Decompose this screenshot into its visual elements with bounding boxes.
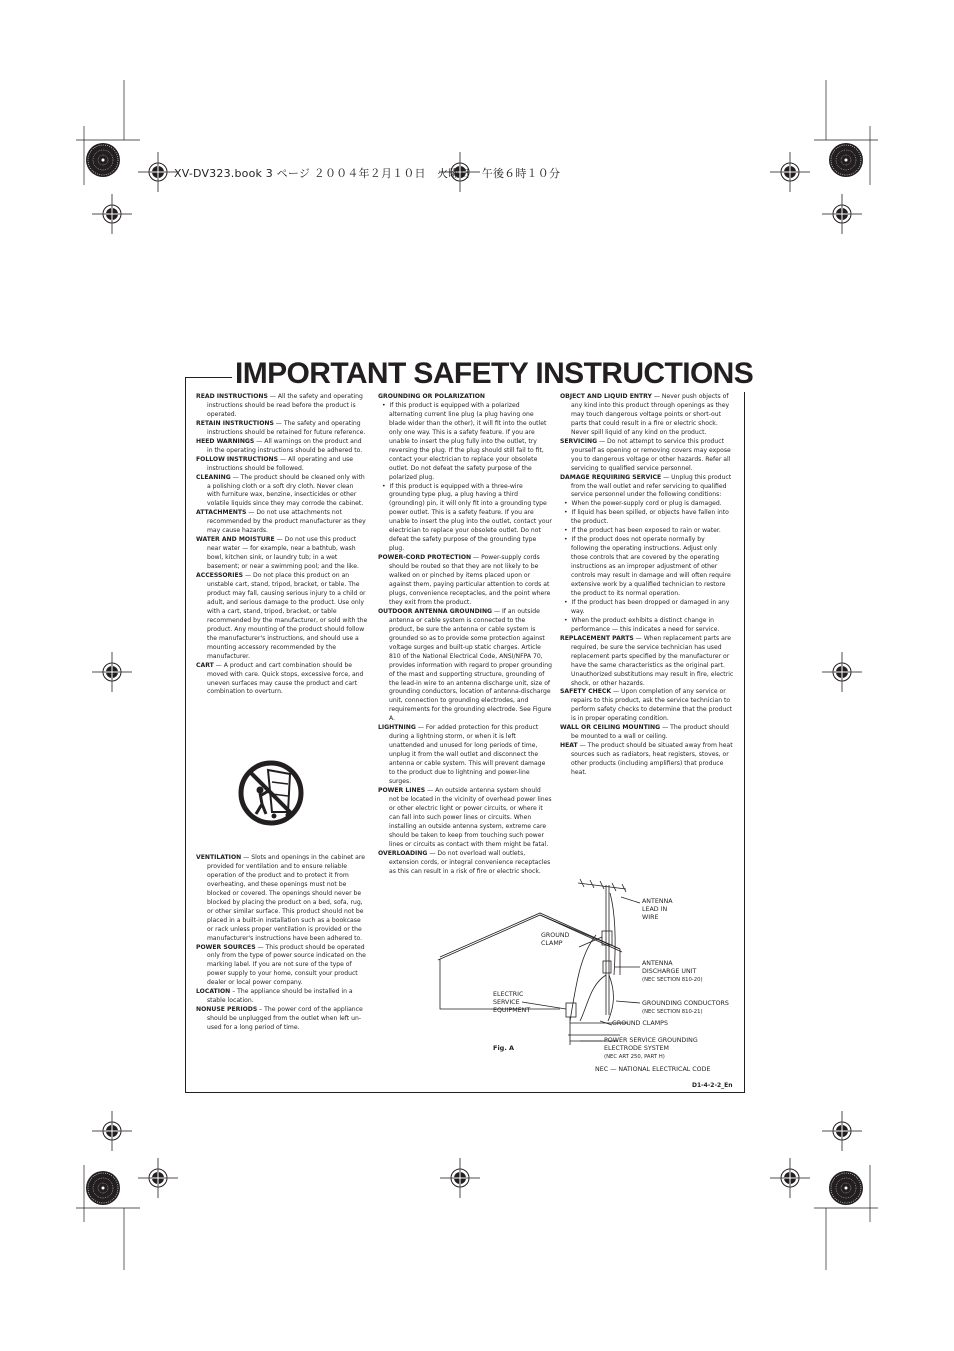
label-antenna-lead-in: ANTENNA LEAD IN WIRE [642, 898, 673, 921]
list-item: ACCESSORIES — Do not place this product on an unstable cart, stand, tripod, bracket, or table. The product may fall, causing serious injury to a child or adult, and serious damage to the product. Use only with a cart, stand, tripod, bracket, or table recommended by the manufacturer, or sold with the product. Any mounting of the product should follow the manufacturer's instructions, and should use a mounting accessory recommended by the manufacturer. [196, 572, 368, 660]
list-item: SAFETY CHECK — Upon completion of any service or repairs to this product, ask the service technician to perform safety checks to determine that the product is in proper operating condition. [560, 688, 733, 723]
list-item: REPLACEMENT PARTS — When replacement parts are required, be sure the service technician has used replacement parts specified by the manufacturer or have the same characteristics as the original part. Unauthorized substitutions may result in fire, electric shock, or other hazards. [560, 634, 734, 687]
list-item: FOLLOW INSTRUCTIONS — All operating and use instructions should be followed. [196, 455, 354, 472]
bullet-item: • If this product is equipped with a polarized alternating current line plug (a plug having one blade wider than the other), it will fit into the outlet only one way. This is a safety feature. If you are unable to insert the plug fully into the outlet, try reversing the plug. If the plug should still fail to fit, contact your electrician to replace your obsolete outlet. Do not defeat the safety purpose of the polarized plug. [382, 401, 547, 481]
cart-warning-icon [238, 760, 304, 826]
bullet-item: • If the product does not operate normally by following the operating instructions. Adjust only those controls that are covered by the operating instructions as an improper adjustment of other controls may result in damage and will often require extensive work by a qualified technician to restore the product to its normal operation. [564, 536, 731, 597]
list-item: POWER-CORD PROTECTION — Power-supply cords should be routed so that they are not likely to be walked on or pinched by items placed upon or against them, paying particular attention to cords at plugs, convenience receptacles, and the point where they exit from the product. [378, 554, 551, 606]
label-antenna-discharge: ANTENNA DISCHARGE UNIT (NEC SECTION 810-20) [642, 960, 703, 983]
column-1-bottom [196, 854, 368, 1033]
list-item: OBJECT AND LIQUID ENTRY — Never push objects of any kind into this product through openings as they may touch dangerous voltage points or short-out parts that could result in a fire or electric shock. Never spill liquid of any kind on the product. [560, 393, 730, 436]
list-item: POWER LINES — An outside antenna system should not be located in the vicinity of overhead power lines or other electric light or power circuits, or where it can fall into such power lines or circuits. When installing an outside antenna system, extreme care should be taken to keep from touching such power lines or circuits as contact with them might be fatal. [378, 786, 552, 848]
label-electric-service: ELECTRIC SERVICE EQUIPMENT [493, 991, 531, 1014]
label-ground-clamp: GROUND CLAMP [541, 932, 570, 947]
list-item: WATER AND MOISTURE — Do not use this product near water — for example, near a bathtub, wash bowl, kitchen sink, or laundry tub; in a wet basement; or near a swimming pool; and the like. [196, 536, 359, 571]
list-item: HEAT — The product should be situated away from heat sources such as radiators, heat registers, stoves, or other products (including amplifiers) that produce heat. [560, 742, 733, 777]
list-item: LIGHTNING — For added protection for this product during a lightning storm, or when it is left unattended and unused for long periods of time, unplug it from the wall outlet and disconnect the antenna or cable system. This will prevent damage to the product due to lightning and power-line surges. [378, 724, 546, 785]
list-item: WALL OR CEILING MOUNTING — The product should be mounted to a wall or ceiling. [560, 724, 729, 741]
list-item: HEED WARNINGS — All warnings on the product and in the operating instructions should be adhered to. [196, 437, 363, 454]
list-item: ATTACHMENTS — Do not use attachments not recommended by the product manufacturer as they may cause hazards. [196, 509, 366, 535]
bullet-item: • If this product is equipped with a three-wire grounding type plug, a plug having a third (grounding) pin, it will only fit into a grounding type power outlet. This is a safety feature. If you are unable to insert the plug into the outlet, contact your electrician to replace your obsolete outlet. Do not defeat the safety purpose of the grounding type plug. [382, 482, 552, 553]
bullet-item: • When the product exhibits a distinct change in performance — this indicates a need for service. [564, 616, 720, 633]
list-item: NONUSE PERIODS – The power cord of the appliance should be unplugged from the outlet when left un-used for a long period of time. [196, 1006, 363, 1032]
list-item: CART — A product and cart combination should be moved with care. Quick stops, excessive force, and uneven surfaces may cause the product and cart combination to overturn. [196, 661, 364, 696]
file-header: XV-DV323.book 3 ページ ２００４年２月１０日 火曜日 午後６時１０分 [174, 167, 561, 180]
label-nec: NEC — NATIONAL ELECTRICAL CODE [595, 1066, 711, 1073]
list-item: CLEANING — The product should be cleaned only with a polishing cloth or a soft dry cloth. Never clean with furniture wax, benzine, insecticides or other volatile liquids since they may corrode the cabinet. [196, 473, 365, 508]
bullet-item: • If the product has been exposed to rain or water. [564, 527, 721, 535]
label-grounding-conductors: GROUNDING CONDUCTORS (NEC SECTION 810-21) [642, 1000, 729, 1015]
list-item: READ INSTRUCTIONS — All the safety and operating instructions should be read before the product is operated. [196, 393, 363, 418]
label-ground-clamps: GROUND CLAMPS [612, 1020, 668, 1027]
list-item: LOCATION – The appliance should be installed in a stable location. [196, 988, 353, 1005]
column-3 [560, 393, 734, 778]
label-electrode-system: POWER SERVICE GROUNDING ELECTRODE SYSTEM (NEC ART 250, PART H) [604, 1037, 698, 1060]
column-1 [196, 393, 368, 697]
list-item: SERVICING — Do not attempt to service this product yourself as opening or removing covers may expose you to dangerous voltage or other hazards. Refer all servicing to qualified service personnel. [560, 437, 731, 472]
page-title: IMPORTANT SAFETY INSTRUCTIONS [232, 356, 756, 392]
list-item: RETAIN INSTRUCTIONS — The safety and operating instructions should be retained for future reference. [196, 419, 366, 436]
bullet-item: • If the product has been dropped or damaged in any way. [564, 598, 730, 615]
document-code: D1-4-2-2_En [692, 1082, 733, 1089]
bullet-item: • If liquid has been spilled, or objects have fallen into the product. [564, 509, 729, 526]
list-item: OVERLOADING — Do not overload wall outlets, extension cords, or integral convenience receptacles as this can result in a risk of fire or electric shock. [378, 849, 551, 875]
list-item: DAMAGE REQUIRING SERVICE — Unplug this product from the wall outlet and refer servicing to qualified service personnel under the following conditions: [560, 473, 732, 499]
bullet-item: • When the power-supply cord or plug is damaged. [564, 500, 722, 508]
list-item: GROUNDING OR POLARIZATION [378, 393, 486, 400]
list-item: POWER SOURCES — This product should be operated only from the type of power source indicated on the marking label. If you are not sure of the type of power supply to your home, consult your product dealer or local power company. [196, 943, 366, 987]
list-item: VENTILATION — Slots and openings in the cabinet are provided for ventilation and to ensure reliable operation of the product and to protect it from overheating, and these openings must not be blocked or covered. The openings should never be blocked by placing the product on a bed, sofa, rug, or other similar surface. This product should not be placed in a built-in installation such as a bookcase or rack unless proper ventilation is provided or the manufacturer's instructions have been adhered to. [196, 854, 366, 942]
figure-caption: Fig. A [493, 1044, 515, 1052]
column-2 [378, 393, 552, 876]
list-item: OUTDOOR ANTENNA GROUNDING — If an outside antenna or cable system is connected to the product, be sure the antenna or cable system is grounded so as to provide some protection against voltage surges and built-up static charges. Article 810 of the National Electrical Code, ANSI/NFPA 70, provides information with regard to proper grounding of the mast and supporting structure, grounding of the lead-in wire to an antenna discharge unit, size of grounding conductors, location of antenna-discharge unit, connection to grounding electrodes, and requirements for the grounding electrode. See Figure A. [378, 607, 552, 723]
